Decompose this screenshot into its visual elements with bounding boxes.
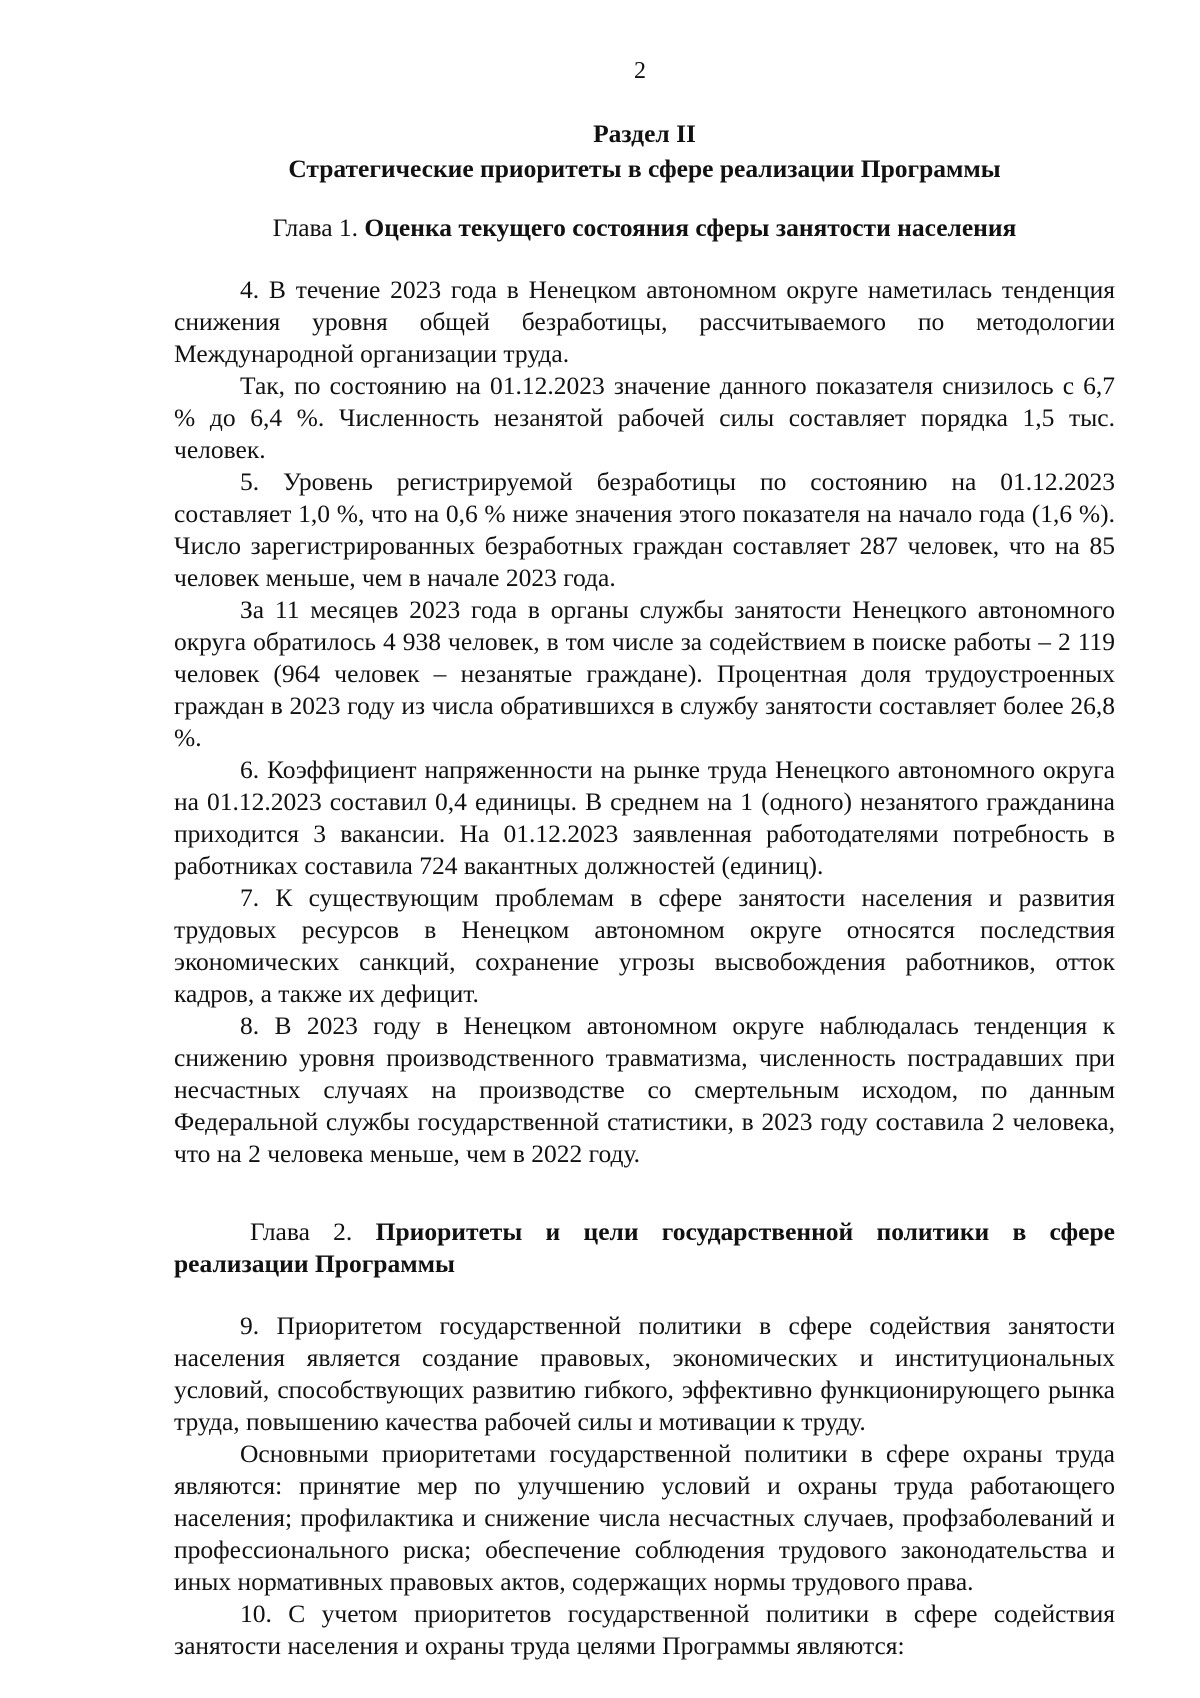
chapter-1-number: Глава 1. <box>272 213 365 242</box>
paragraph-4: 4. В течение 2023 года в Ненецком автономном округе наметилась тенденция снижения уровня общей безработицы, рассчитываемого по методологии Международной организации труда. <box>174 275 1115 368</box>
paragraph-6: 6. Коэффициент напряженности на рынке труда Ненецкого автономного округа на 01.12.2023 составил 0,4 единицы. В среднем на 1 (одного) незанятого гражданина приходится 3 вакансии. На 01.12.2023 заявленная работодателями потребность в работниках составила 724 вакантных должностей (единиц). <box>174 755 1115 880</box>
paragraph-5: 5. Уровень регистрируемой безработицы по состоянию на 01.12.2023 составляет 1,0 %, что на 0,6 % ниже значения этого показателя на начало года (1,6 %). Число зарегистрированных безработных граждан составляет 287 человек, что на 85 человек меньше, чем в начале 2023 года. <box>174 467 1115 592</box>
chapter-1-heading <box>174 212 1115 244</box>
paragraph-9: 9. Приоритетом государственной политики в сфере содействия занятости населения является создание правовых, экономических и институциональных условий, способствующих развитию гибкого, эффективно функционирующего рынка труда, повышению качества рабочей силы и мотивации к труду. <box>174 1311 1115 1436</box>
section-label: Раздел II <box>593 119 696 148</box>
section-title: Стратегические приоритеты в сфере реализации Программы <box>288 154 1001 183</box>
paragraph-9-cont: Основными приоритетами государственной политики в сфере охраны труда являются: принятие мер по улучшению условий и охраны труда работающего населения; профилактика и снижение числа несчастных случаев, профзаболеваний и профессионального риска; обеспечение соблюдения трудового законодательства и иных нормативных правовых актов, содержащих нормы трудового права. <box>174 1439 1115 1596</box>
paragraph-8: 8. В 2023 году в Ненецком автономном округе наблюдалась тенденция к снижению уровня производственного травматизма, численность пострадавших при несчастных случаях на производстве со смертельным исходом, по данным Федеральной службы государственной статистики, в 2023 году составила 2 человека, что на 2 человека меньше, чем в 2022 году. <box>174 1011 1115 1168</box>
chapter-2-heading <box>174 1216 1115 1280</box>
paragraph-4-cont: Так, по состоянию на 01.12.2023 значение данного показателя снизилось с 6,7 % до 6,4 %. Численность незанятой рабочей силы составляет порядка 1,5 тыс. человек. <box>174 371 1115 464</box>
paragraph-5-cont: За 11 месяцев 2023 года в органы службы занятости Ненецкого автономного округа обратилось 4 938 человек, в том числе за содействием в поиске работы – 2 119 человек (964 человек – незанятые граждане). Процентная доля трудоустроенных граждан в 2023 году из числа обратившихся в службу занятости составляет более 26,8 %. <box>174 595 1115 752</box>
document-body <box>174 116 1115 1662</box>
page-number: 2 <box>634 58 646 84</box>
paragraph-10: 10. С учетом приоритетов государственной политики в сфере содействия занятости населения и охраны труда целями Программы являются: <box>174 1599 1115 1660</box>
paragraph-7: 7. К существующим проблемам в сфере занятости населения и развития трудовых ресурсов в Ненецком автономном округе относятся последствия экономических санкций, сохранение угрозы высвобождения работников, отток кадров, а также их дефицит. <box>174 883 1115 1008</box>
chapter-1-title: Оценка текущего состояния сферы занятости населения <box>364 213 1017 242</box>
chapter-2-number: Глава 2. <box>250 1217 376 1246</box>
chapter-2-title: Приоритеты и цели государственной политики в сфере реализации Программы <box>174 1217 1116 1278</box>
